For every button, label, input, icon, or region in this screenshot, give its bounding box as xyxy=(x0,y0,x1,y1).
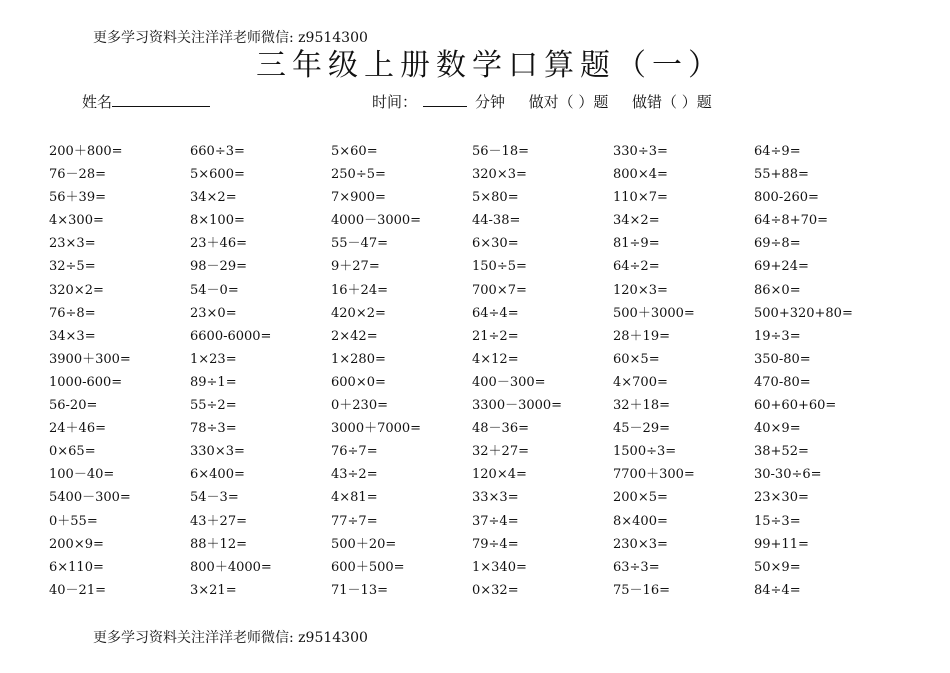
problem-item: 32＋18= xyxy=(613,398,670,414)
problem-item: 3000＋7000= xyxy=(331,421,422,437)
problem-item: 9＋27= xyxy=(331,259,380,275)
problem-item: 40－21= xyxy=(49,582,106,598)
problem-item: 55÷2= xyxy=(190,398,237,414)
problem-item: 4×12= xyxy=(472,351,519,367)
problem-item: 1000-600= xyxy=(49,374,123,390)
problem-item: 38+52= xyxy=(754,444,809,460)
problem-item: 15÷3= xyxy=(754,513,801,529)
problem-item: 23×0= xyxy=(190,305,237,321)
problem-item: 0×32= xyxy=(472,582,519,598)
problem-item: 55－47= xyxy=(331,236,388,252)
problem-item: 1×340= xyxy=(472,559,527,575)
problem-item: 6×30= xyxy=(472,236,519,252)
problem-item: 43÷2= xyxy=(331,467,378,483)
problem-item: 76÷7= xyxy=(331,444,378,460)
problem-item: 5×60= xyxy=(331,144,378,159)
problem-item: 500+320+80= xyxy=(754,305,853,321)
problem-item: 0＋230= xyxy=(331,398,388,414)
top-banner: 更多学习资料关注洋洋老师微信: z9514300 xyxy=(93,30,368,46)
problem-item: 420×2= xyxy=(331,305,386,321)
problem-item: 1500÷3= xyxy=(613,444,677,460)
problem-item: 64÷4= xyxy=(472,305,519,321)
problem-item: 200＋800= xyxy=(49,144,123,159)
problem-item: 3900＋300= xyxy=(49,351,131,367)
problem-item: 86×0= xyxy=(754,282,801,298)
name-label: 姓名 xyxy=(82,93,113,111)
problem-item: 23＋46= xyxy=(190,236,247,252)
problem-item: 60×5= xyxy=(613,351,660,367)
problem-item: 98－29= xyxy=(190,259,247,275)
problem-item: 600＋500= xyxy=(331,559,405,575)
problem-item: 1×280= xyxy=(331,351,386,367)
problem-item: 56＋39= xyxy=(49,190,106,206)
problem-item: 32＋27= xyxy=(472,444,529,460)
problem-item: 200×5= xyxy=(613,490,668,506)
problem-item: 81÷9= xyxy=(613,236,660,252)
problem-item: 5×80= xyxy=(472,190,519,206)
problem-item: 1×23= xyxy=(190,351,237,367)
problem-item: 48－36= xyxy=(472,421,529,437)
problem-item: 660÷3= xyxy=(190,144,245,159)
problem-item: 34×3= xyxy=(49,328,96,344)
problem-item: 7700＋300= xyxy=(613,467,695,483)
problem-item: 330×3= xyxy=(190,444,245,460)
problem-item: 800-260= xyxy=(754,190,819,206)
problem-item: 69÷8= xyxy=(754,236,801,252)
problem-item: 3×21= xyxy=(190,582,237,598)
problem-item: 5×600= xyxy=(190,167,245,183)
problem-item: 800＋4000= xyxy=(190,559,272,575)
problem-item: 64÷9= xyxy=(754,144,801,159)
problem-item: 16＋24= xyxy=(331,282,388,298)
problem-item: 54－3= xyxy=(190,490,239,506)
problem-item: 250÷5= xyxy=(331,167,386,183)
minutes-label: 分钟 xyxy=(475,93,506,111)
page-title: 三年级上册数学口算题（一） xyxy=(256,48,724,83)
problem-item: 32÷5= xyxy=(49,259,96,275)
problem-item: 350-80= xyxy=(754,351,811,367)
problem-item: 3300－3000= xyxy=(472,398,563,414)
problem-item: 200×9= xyxy=(49,536,104,552)
time-blank-line xyxy=(423,92,467,107)
problem-item: 700×7= xyxy=(472,282,527,298)
problem-item: 6×400= xyxy=(190,467,245,483)
problem-item: 88＋12= xyxy=(190,536,247,552)
problem-item: 150÷5= xyxy=(472,259,527,275)
problem-item: 45－29= xyxy=(613,421,670,437)
problem-item: 120×4= xyxy=(472,467,527,483)
problem-item: 320×3= xyxy=(472,167,527,183)
problem-item: 500＋20= xyxy=(331,536,397,552)
problem-item: 110×7= xyxy=(613,190,668,206)
problem-item: 19÷3= xyxy=(754,328,801,344)
problem-item: 54－0= xyxy=(190,282,239,298)
problem-item: 500＋3000= xyxy=(613,305,695,321)
time-info xyxy=(372,91,712,112)
problem-item: 79÷4= xyxy=(472,536,519,552)
problem-grid xyxy=(49,140,895,602)
problem-item: 600×0= xyxy=(331,374,386,390)
time-label: 时间： xyxy=(372,93,418,111)
problem-item: 6600-6000= xyxy=(190,328,272,344)
problem-item: 63÷3= xyxy=(613,559,660,575)
problem-item: 64÷8+70= xyxy=(754,213,829,229)
problem-item: 23×3= xyxy=(49,236,96,252)
problem-item: 230×3= xyxy=(613,536,668,552)
problem-item: 43＋27= xyxy=(190,513,247,529)
problem-item: 37÷4= xyxy=(472,513,519,529)
problem-item: 99+11= xyxy=(754,536,809,552)
problem-item: 78÷3= xyxy=(190,421,237,437)
problem-item: 28＋19= xyxy=(613,328,670,344)
name-field xyxy=(82,91,210,112)
problem-item: 8×400= xyxy=(613,513,668,529)
problem-item: 24＋46= xyxy=(49,421,106,437)
problem-item: 4×81= xyxy=(331,490,378,506)
problem-item: 76－28= xyxy=(49,167,106,183)
problem-item: 76÷8= xyxy=(49,305,96,321)
problem-item: 84÷4= xyxy=(754,582,801,598)
problem-item: 23×30= xyxy=(754,490,809,506)
problem-item: 4000－3000= xyxy=(331,213,422,229)
problem-item: 44-38= xyxy=(472,213,521,229)
problem-item: 7×900= xyxy=(331,190,386,206)
wrong-count-label: 做错（ ）题 xyxy=(631,93,712,111)
problem-item: 400－300= xyxy=(472,374,546,390)
problem-item: 34×2= xyxy=(190,190,237,206)
problem-item: 4×700= xyxy=(613,374,668,390)
problem-item: 34×2= xyxy=(613,213,660,229)
problem-item: 21÷2= xyxy=(472,328,519,344)
problem-item: 120×3= xyxy=(613,282,668,298)
problem-item: 30-30÷6= xyxy=(754,467,822,483)
problem-item: 8×100= xyxy=(190,213,245,229)
correct-count-label: 做对（ ）题 xyxy=(528,93,609,111)
problem-item: 320×2= xyxy=(49,282,104,298)
problem-item: 5400－300= xyxy=(49,490,131,506)
problem-item: 6×110= xyxy=(49,559,104,575)
problem-item: 470-80= xyxy=(754,374,811,390)
problem-item: 56－18= xyxy=(472,144,529,159)
problem-item: 33×3= xyxy=(472,490,519,506)
problem-item: 0×65= xyxy=(49,444,96,460)
problem-item: 100－40= xyxy=(49,467,115,483)
problem-item: 0＋55= xyxy=(49,513,98,529)
problem-item: 50×9= xyxy=(754,559,801,575)
problem-item: 55+88= xyxy=(754,167,809,183)
problem-item: 40×9= xyxy=(754,421,801,437)
problem-item: 64÷2= xyxy=(613,259,660,275)
problem-item: 60+60+60= xyxy=(754,398,837,414)
problem-item: 2×42= xyxy=(331,328,378,344)
problem-item: 89÷1= xyxy=(190,374,237,390)
problem-item: 69+24= xyxy=(754,259,809,275)
problem-item: 77÷7= xyxy=(331,513,378,529)
problem-item: 75－16= xyxy=(613,582,670,598)
bottom-banner: 更多学习资料关注洋洋老师微信: z9514300 xyxy=(93,630,368,646)
problem-item: 71－13= xyxy=(331,582,388,598)
problem-item: 56-20= xyxy=(49,398,98,414)
name-blank-line xyxy=(112,92,210,107)
problem-item: 330÷3= xyxy=(613,144,668,159)
problem-item: 4×300= xyxy=(49,213,104,229)
problem-item: 800×4= xyxy=(613,167,668,183)
